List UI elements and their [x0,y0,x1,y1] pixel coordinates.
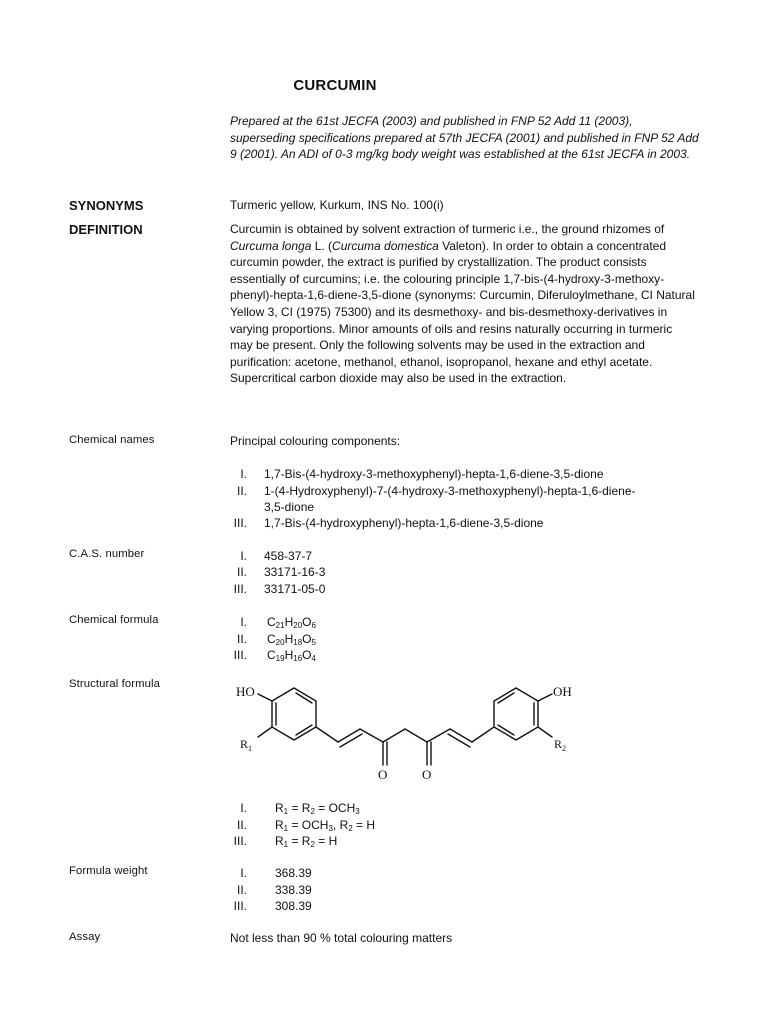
list-number: I. [240,801,247,815]
list-number: III. [233,648,247,662]
page-title: CURCUMIN [293,77,377,94]
carbonyl-oxygen-left: O [378,767,388,782]
formula-weight-value: 338.39 [275,883,312,897]
definition-italic-species: Curcuma longa [230,238,312,253]
cas-value: 33171-16-3 [264,565,326,579]
chemical-names-intro: Principal colouring components: [230,434,401,448]
intro-paragraph: Prepared at the 61st JECFA (2003) and published in FNP 52 Add 11 (2003), superseding specifications prepared at 57th JECFA (2001) and published in FNP 52 Add 9 (2001). An ADI of 0-3 mg/kg body weight was established at the 61st JECFA in 2003. [230,114,699,162]
formula-weight-value: 308.39 [275,899,312,913]
list-number: II. [236,632,247,646]
list-item: 1-(4-Hydroxyphenyl)-7-(4-hydroxy-3-methoxyphenyl)-hepta-1,6-diene- [264,484,636,498]
definition-part1: Curcumin is obtained by solvent extraction of turmeric i.e., the ground rhizomes of [230,222,665,236]
synonyms-value: Turmeric yellow, Kurkum, INS No. 100(i) [230,198,444,212]
list-number: II. [236,883,247,897]
list-item-continuation: 3,5-dione [264,500,315,514]
formula-weight-value: 368.39 [275,866,312,880]
substituent-definition: $R_1 = OCH_3$, $R_2 = H$ [275,818,376,833]
list-number: II. [236,484,247,498]
list-number: III. [233,899,247,913]
hydroxyl-label-right: OH [553,684,572,699]
r1-label: $R_1$ [240,737,253,753]
r2-label: $R_2$ [554,737,567,753]
list-number: I. [240,866,247,880]
structural-formula-label: Structural formula [69,678,160,690]
definition-label: DEFINITION [69,222,143,237]
list-number: I. [240,615,247,629]
formula-value: $C_{20}H_{18}O_5$ [267,632,316,647]
list-number: II. [236,818,247,832]
chemical-formula-label: Chemical formula [69,614,159,626]
definition-italic-synonym: Curcuma domestica [332,238,439,253]
list-number: III. [233,516,247,530]
hydroxyl-label-left: HO [236,684,255,699]
carbonyl-oxygen-right: O [422,767,432,782]
formula-value: $C_{21}H_{20}O_6$ [267,615,316,630]
assay-label: Assay [69,931,101,943]
list-number: III. [233,834,247,848]
list-number: I. [240,549,247,563]
list-item: 1,7-Bis-(4-hydroxyphenyl)-hepta-1,6-diene-3,5-dione [264,516,544,530]
cas-value: 458-37-7 [264,549,313,563]
synonyms-label: SYNONYMS [69,198,144,213]
substituent-definition: $R_1 = R_2 = H$ [275,834,338,849]
definition-part3: Valeton). In order to obtain a concentrated curcumin powder, the extract is purified by crystallization. The product consists essentially of curcumins; i.e. the colouring principle 1,7-bis-(4-hydroxy-3-methoxy-phenyl)-hepta-1,6-diene-3,5-dione (synonyms: Curcumin, Diferuloylmethane, CI Natural Yellow 3, CI (1975) 75300) and its desmethoxy- and bis-desmethoxy-derivatives in varying proportions. Minor amounts of oils and resins naturally occurring in turmeric may be present. Only the following solvents may be used in the extraction and purification: acetone, methanol, ethanol, isopropanol, hexane and ethyl acetate. Supercritical carbon dioxide may also be used in the extraction. [230,238,695,386]
list-number: III. [233,582,247,596]
list-item: 1,7-Bis-(4-hydroxy-3-methoxyphenyl)-hepta-1,6-diene-3,5-dione [264,467,604,481]
formula-value: $C_{19}H_{16}O_4$ [267,648,316,663]
substituent-definition: $R_1 = R_2 = OCH_3$ [275,801,360,816]
definition-part2: L. ( [311,238,333,253]
chemical-names-label: Chemical names [69,434,155,446]
cas-value: 33171-05-0 [264,582,326,596]
list-number: I. [240,467,247,481]
assay-value: Not less than 90 % total colouring matters [230,931,453,945]
formula-weight-label: Formula weight [69,865,148,877]
list-number: II. [236,565,247,579]
cas-label: C.A.S. number [69,548,145,560]
